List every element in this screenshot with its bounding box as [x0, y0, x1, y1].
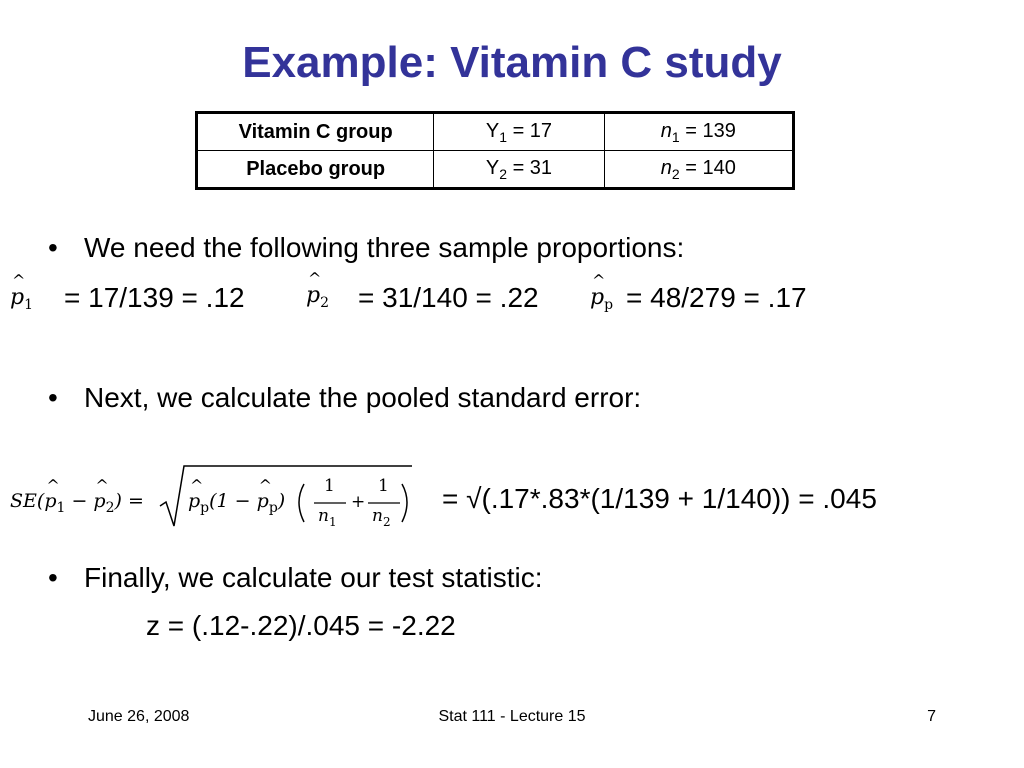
bullet-pooled-se — [48, 382, 641, 414]
se-radicand: ^ $p_p(1$ − ^ $p_p$) — [188, 490, 285, 516]
bullet-text: Finally, we calculate our test statistic: — [84, 562, 543, 593]
y-cell: $Y_2 = 31$ — [434, 151, 604, 189]
plus-sign: + — [351, 492, 366, 512]
frac1-denominator: $n_1$ — [318, 506, 337, 529]
bullet-text: We need the following three sample proportions: — [84, 232, 685, 263]
footer-date: June 26, 2008 — [88, 708, 190, 725]
se-lhs: SE(^ $p_1$ − ^ $p_2$) = — [10, 490, 144, 516]
frac1-numerator: 1 — [324, 476, 335, 496]
bullet-marker: • — [48, 382, 58, 413]
n-cell: $n_2 = 140$ — [604, 151, 793, 189]
table-row — [197, 113, 794, 151]
bullet-marker: • — [48, 232, 58, 263]
p-hat-1-symbol: ^ $p_1$ — [10, 285, 33, 313]
study-table — [195, 111, 795, 190]
prop1-value: = 17/139 = .12 — [64, 282, 245, 313]
prop3-value: = 48/279 = .17 — [626, 282, 807, 313]
group-cell: Placebo group — [197, 151, 434, 189]
p-hat-pooled-symbol: ^ $p_p$ — [590, 285, 613, 313]
bullet-test-statistic — [48, 562, 543, 594]
slide-title: Example: Vitamin C study — [242, 38, 782, 87]
footer-course: Stat 111 - Lecture 15 — [438, 708, 586, 725]
group-cell: Vitamin C group — [197, 113, 434, 151]
n-cell: $n_1 = 139$ — [604, 113, 793, 151]
bullet-proportions — [48, 232, 684, 264]
bullet-text: Next, we calculate the pooled standard error: — [84, 382, 642, 413]
table-row — [197, 151, 794, 189]
z-calculation: z = (.12-.22)/.045 = -2.22 — [146, 610, 456, 641]
prop2-value: = 31/140 = .22 — [358, 282, 539, 313]
se-calculation: = √(.17*.83*(1/139 + 1/140)) = .045 — [442, 483, 877, 514]
frac2-denominator: $n_2$ — [372, 506, 391, 529]
se-formula — [8, 462, 418, 534]
p-hat-2-symbol: ^ $p_2$ — [306, 283, 329, 311]
footer-page-number: 7 — [927, 708, 936, 725]
y-cell: $Y_1 = 17$ — [434, 113, 604, 151]
frac2-numerator: 1 — [378, 476, 389, 496]
bullet-marker: • — [48, 562, 58, 593]
